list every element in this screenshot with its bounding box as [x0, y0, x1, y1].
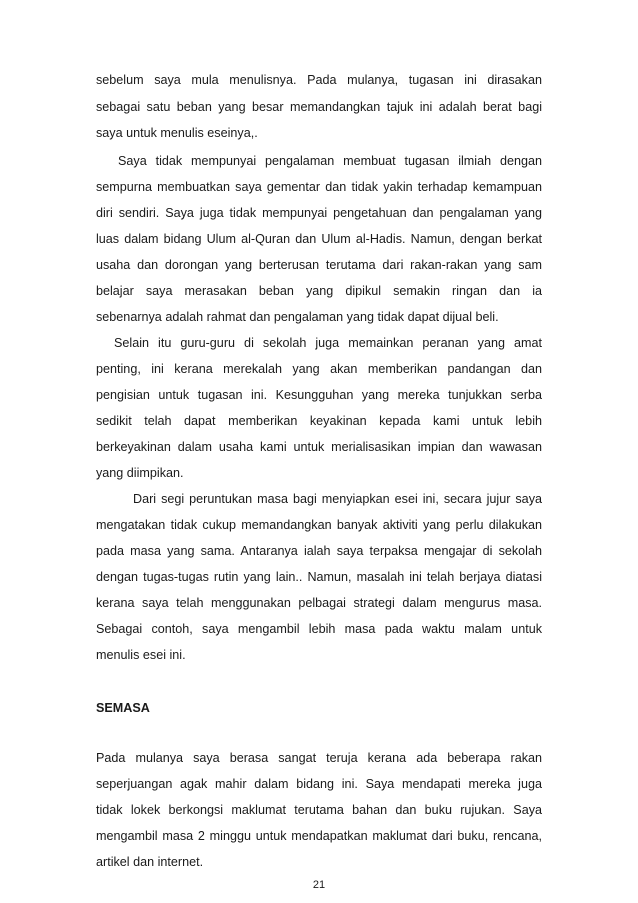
text-line: sempurna membuatkan saya gementar dan tidak yakin terhadap kemampuan [96, 180, 542, 194]
text-line: saya untuk menulis eseinya,. [96, 126, 258, 140]
text-line: mengambil masa 2 minggu untuk mendapatkan maklumat dari buku, rencana, [96, 829, 542, 843]
text-line: kerana saya telah menggunakan pelbagai strategi dalam mengurus masa. [96, 596, 542, 610]
text-line: luas dalam bidang Ulum al-Quran dan Ulum al-Hadis. Namun, dengan berkat [96, 232, 542, 246]
text-line: menulis esei ini. [96, 648, 186, 662]
text-line: sedikit telah dapat memberikan keyakinan kepada kami untuk lebih [96, 414, 542, 428]
text-line: mengatakan tidak cukup memandangkan banyak aktiviti yang perlu dilakukan [96, 518, 542, 532]
text-line: berkeyakinan dalam usaha kami untuk merialisasikan impian dan wawasan [96, 440, 542, 454]
text-line: tidak lokek berkongsi maklumat terutama bahan dan buku rujukan. Saya [96, 803, 542, 817]
text-line: artikel dan internet. [96, 855, 204, 869]
text-line: sebenarnya adalah rahmat dan pengalaman yang tidak dapat dijual beli. [96, 310, 499, 324]
text-line: belajar saya merasakan beban yang dipikul semakin ringan dan ia [96, 284, 542, 298]
text-line: pada masa yang sama. Antaranya ialah saya terpaksa mengajar di sekolah [96, 544, 542, 558]
text-line: sebelum saya mula menulisnya. Pada mulanya, tugasan ini dirasakan [96, 73, 542, 87]
text-line: dengan tugas-tugas rutin yang lain.. Namun, masalah ini telah berjaya diatasi [96, 570, 542, 584]
text-line: pengisian untuk tugasan ini. Kesungguhan yang mereka tunjukkan serba [96, 388, 542, 402]
text-line: seperjuangan agak mahir dalam bidang ini. Saya mendapati mereka juga [96, 777, 542, 791]
text-line: Pada mulanya saya berasa sangat teruja kerana ada beberapa rakan [96, 751, 542, 765]
text-line: Selain itu guru-guru di sekolah juga memainkan peranan yang amat [114, 336, 542, 350]
text-line: usaha dan dorongan yang berterusan terutama dari rakan-rakan yang sam [96, 258, 542, 272]
text-line: penting, ini kerana merekalah yang akan memberikan pandangan dan [96, 362, 542, 376]
text-line: diri sendiri. Saya juga tidak mempunyai pengetahuan dan pengalaman yang [96, 206, 542, 220]
section-heading: SEMASA [96, 701, 150, 715]
page-number: 21 [312, 879, 326, 891]
text-line: Saya tidak mempunyai pengalaman membuat tugasan ilmiah dengan [118, 154, 542, 168]
text-line: yang diimpikan. [96, 466, 184, 480]
text-line: Dari segi peruntukan masa bagi menyiapkan esei ini, secara jujur saya [133, 492, 542, 506]
text-line: sebagai satu beban yang besar memandangkan tajuk ini adalah berat bagi [96, 100, 542, 114]
text-line: Sebagai contoh, saya mengambil lebih masa pada waktu malam untuk [96, 622, 542, 636]
